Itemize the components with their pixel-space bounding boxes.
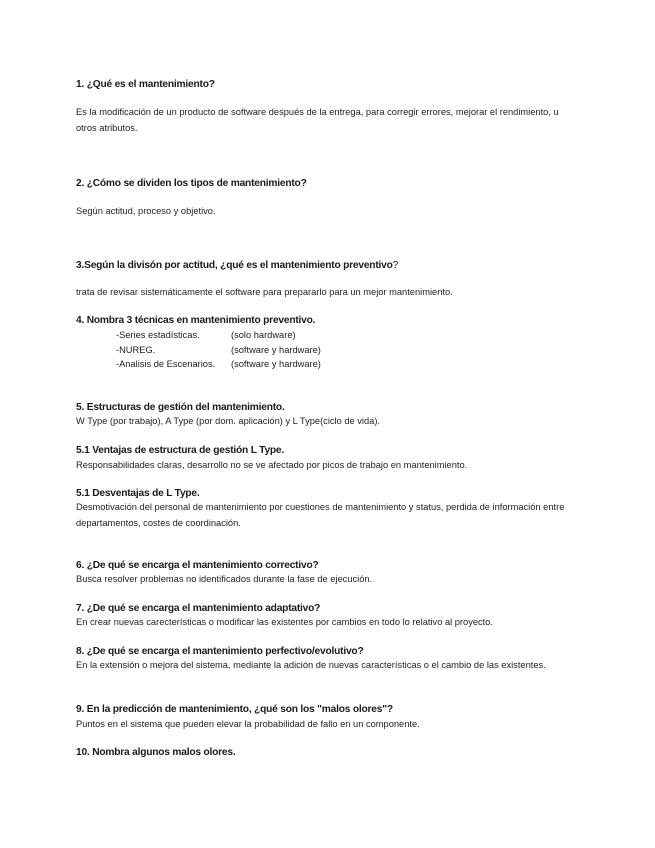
question-5: 5. Estructuras de gestión del mantenimiento. xyxy=(76,402,285,413)
question-6: 6. ¿De qué se encarga el mantenimiento correctivo? xyxy=(76,560,319,571)
question-2: 2. ¿Cómo se dividen los tipos de mantenimiento? xyxy=(76,178,307,189)
question-10: 10. Nombra algunos malos olores. xyxy=(76,747,236,758)
answer-5: W Type (por trabajo), A Type (por dom. aplicación) y L Type(ciclo de vida). xyxy=(76,416,381,426)
technique-name: -NUREG. xyxy=(116,344,156,355)
answer-1: Es la modificación de un producto de software después de la entrega, para corregir errores, mejorar el rendimiento, u otros atributos. xyxy=(76,107,559,133)
question-7: 7. ¿De qué se encarga el mantenimiento adaptativo? xyxy=(76,603,321,614)
technique-row xyxy=(116,357,321,372)
technique-note: (software y hardware) xyxy=(231,344,321,355)
question-8: 8. ¿De qué se encarga el mantenimiento perfectivo/evolutivo? xyxy=(76,646,364,657)
answer-6: Busca resolver problemas no identificados durante la fase de ejecución. xyxy=(76,574,373,584)
answer-5-1-desventajas: Desmotivación del personal de mantenimiento por cuestiones de mantenimiento y status, perdida de información entre departamentos, costes de coordinación. xyxy=(76,502,565,528)
technique-name: -Series estadísticas. xyxy=(116,330,200,340)
technique-note: (solo hardware) xyxy=(231,330,296,340)
question-5-1-desventajas: 5.1 Desventajas de L Type. xyxy=(76,488,200,499)
answer-7: En crear nuevas carecterísticas o modificar las existentes por cambios en todo lo relativo al proyecto. xyxy=(76,617,494,627)
technique-row xyxy=(116,328,321,343)
question-4: 4. Nombra 3 técnicas en mantenimiento preventivo. xyxy=(76,315,316,326)
answer-3: trata de revisar sistemáticamente el software para prepararlo para un mejor mantenimiento. xyxy=(76,287,453,297)
question-3-mark: ? xyxy=(392,260,399,271)
question-1: 1. ¿Qué es el mantenimiento? xyxy=(76,79,215,90)
answer-8: En la extensión o mejora del sistema, mediante la adición de nuevas características o el cambio de las existentes. xyxy=(76,660,546,670)
answer-5-1-ventajas: Responsabilidades claras, desarrollo no se ve afectado por picos de trabajo en mantenimiento. xyxy=(76,460,468,470)
technique-row xyxy=(116,343,321,358)
question-9: 9. En la predicción de mantenimiento, ¿qué son los "malos olores"? xyxy=(76,704,393,715)
question-3 xyxy=(76,259,576,272)
question-5-1-ventajas: 5.1 Ventajas de estructura de gestión L Type. xyxy=(76,445,285,456)
answer-9: Puntos en el sistema que pueden elevar la probabilidad de fallo en un componente. xyxy=(76,719,420,729)
answer-2: Según actitud, proceso y objetivo. xyxy=(76,206,216,216)
technique-name: -Analisis de Escenarios. xyxy=(116,359,216,369)
question-3-text: 3.Según la divisón por actitud, ¿qué es el mantenimiento preventivo xyxy=(76,260,393,271)
technique-note: (software y hardware) xyxy=(231,359,321,369)
technique-list xyxy=(116,328,321,372)
